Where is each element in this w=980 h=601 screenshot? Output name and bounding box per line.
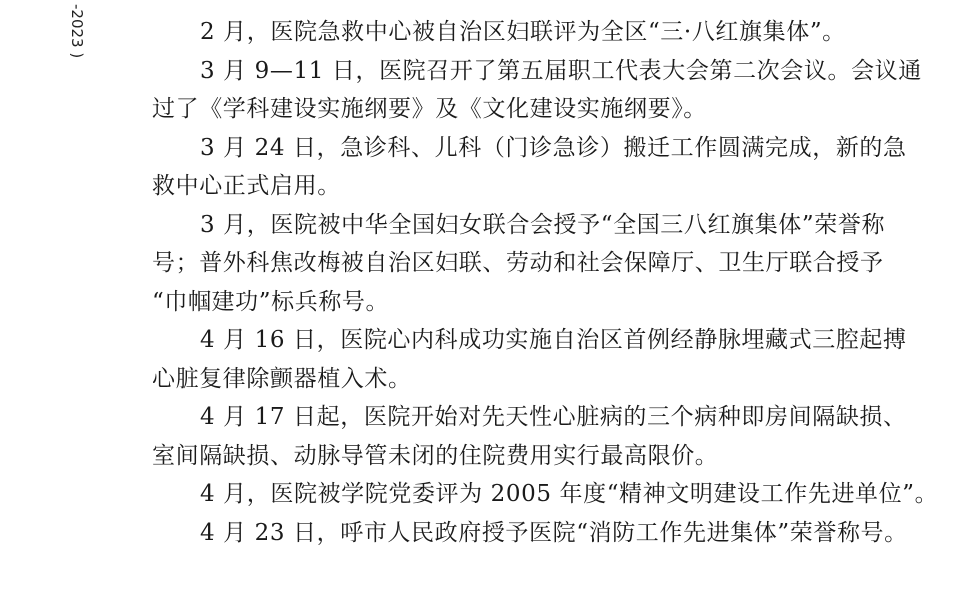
text-line: 过了《学科建设实施纲要》及《文化建设实施纲要》。 xyxy=(152,96,707,122)
text-line: 2 月，医院急救中心被自治区妇联评为全区“三·八红旗集体”。 xyxy=(200,19,846,45)
text-line: 室间隔缺损、动脉导管未闭的住院费用实行最高限价。 xyxy=(152,442,719,469)
text-line: 4 月 17 日起，医院开始对先天性心脏病的三个病种即房间隔缺损、 xyxy=(200,404,907,430)
text-line: “巾帼建功”标兵称号。 xyxy=(152,288,390,315)
cropped-previous-line xyxy=(152,0,952,2)
paragraph-2 xyxy=(152,52,972,129)
text-line: 救中心正式启用。 xyxy=(152,173,341,199)
text-line: 4 月，医院被学院党委评为 2005 年度“精神文明建设工作先进单位”。 xyxy=(200,481,939,507)
text-line: 4 月 16 日，医院心内科成功实施自治区首例经静脉埋藏式三腔起搏 xyxy=(200,327,907,353)
paragraph-8 xyxy=(152,514,972,553)
text-line: 心脏复律除颤器植入术。 xyxy=(152,365,412,392)
paragraph-1 xyxy=(152,13,972,52)
text-line: 3 月 9—11 日，医院召开了第五届职工代表大会第二次会议。会议通 xyxy=(200,57,922,84)
text-line: 3 月，医院被中华全国妇女联合会授予“全国三八红旗集体”荣誉称 xyxy=(200,211,886,238)
paragraph-4 xyxy=(152,206,972,322)
running-header-vertical: -2023 ) xyxy=(68,4,86,59)
paragraph-6 xyxy=(152,398,972,475)
text-line: 3 月 24 日，急诊科、儿科（门诊急诊）搬迁工作圆满完成，新的急 xyxy=(200,134,907,161)
paragraph-7 xyxy=(152,475,972,514)
paragraph-3 xyxy=(152,129,972,206)
document-body xyxy=(152,13,972,552)
text-line: 4 月 23 日，呼市人民政府授予医院“消防工作先进集体”荣誉称号。 xyxy=(200,519,908,546)
text-line: 号；普外科焦改梅被自治区妇联、劳动和社会保障厅、卫生厅联合授予 xyxy=(152,250,884,276)
paragraph-5 xyxy=(152,321,972,398)
